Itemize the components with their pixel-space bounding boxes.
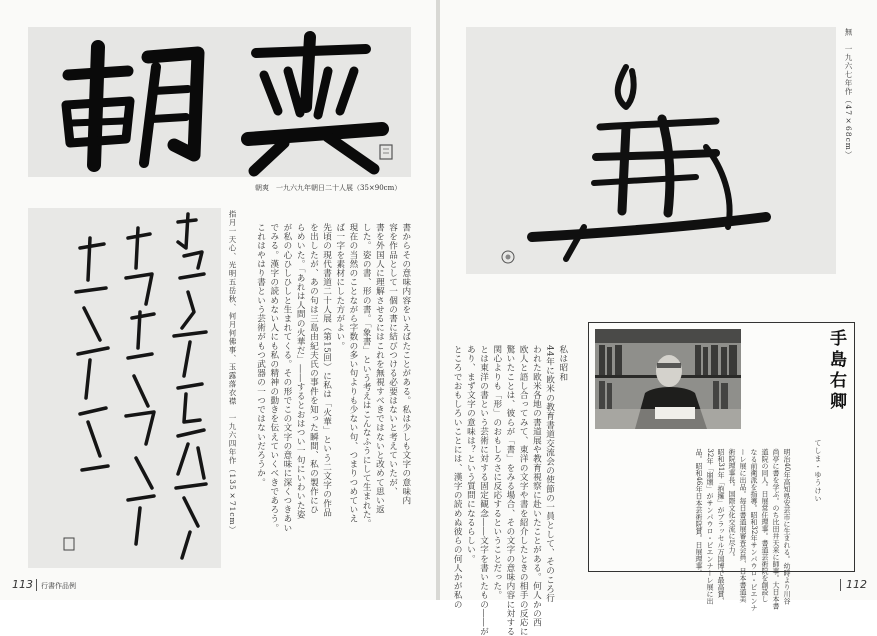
left-essay-text [240,210,425,570]
essay-line: あり、まず文字の意味は？という質問になるらしい。 [465,344,476,564]
essay-line: これはやはり書という芸術がもつ武器の一つではないだろうか。 [255,222,266,487]
bio-line: ーレ展に出品。毎日書道展審査会員、日本書道美 [739,448,747,603]
essay-line: 書を外国人に理解させるにはこれを無視すべきではないと改めて思い返 [374,222,385,515]
mu-calligraphy-artwork [466,27,836,274]
right-essay-text [452,332,582,636]
bio-line: 術院理事長。国際文化交流に尽力。 [728,448,736,561]
artist-portrait [595,329,741,429]
essay-line: でみる。漢字の読めない人にも私の精神の動きを伝えていくべきであろう。 [268,222,279,533]
chokai-calligraphy-artwork [28,27,411,177]
bio-line: 品。昭和46年日本芸術院賞。日展理事。 [695,448,703,577]
gyoshu-calligraphy-image [28,208,221,568]
essay-line: 私は昭和 [557,344,568,382]
artist-profile-box [588,322,855,612]
essay-line: とは東洋の書という芸術に対する固定観念――文字を書いたもの――が [478,344,489,636]
artist-name-reading: てしま・ゆうけい [814,439,822,503]
bio-line: なる前衛派を指導。昭和32年サンパウロ・ビエンナ [750,448,758,612]
essay-line: 書からその意味内容をいえばたことがある。私は少しも文字の意味内 [400,222,411,506]
left-page-number: 113 [12,578,33,591]
bio-line: 尚亭に書を学ぶ。のち比田井天来に師事。大日本書 [772,448,780,610]
mu-calligraphy-image [466,27,836,274]
essay-line: 驚いたことは、彼らが「書」をみる場合、その文字の意味内容に対する [504,344,515,636]
essay-line: した。姿の書、形の書。「象書」という考えはこんなふうにして生まれた。 [361,222,372,529]
left-folio-divider [36,579,37,591]
essay-line: 関心よりも「形」のおもしろさに反応するということだった。 [491,344,502,600]
gyoshu-caption: 指月一天心、光明五岳秋、何月何佛事、玉露落衣襟 一九六四年作（135×71cm） [228,210,237,535]
bio-line: 32年「崩壊」がサンパウロ・ビエンナーレ展に出 [706,448,714,605]
bio-line: 明治40年高知県安芸市に生まれる。幼時より川谷 [783,448,791,605]
essay-line: 容を作品として一個の書に結びつける必要はないと考えていたが、 [387,222,398,496]
artist-biography [597,435,803,612]
essay-line: 欧人と語し合ってみて、東洋の文字や書を紹介したときの相手の反応に [518,344,529,636]
essay-line: を出したが、あの句は三島由紀夫氏の事件を知った瞬間、私の製作にひ [308,222,319,515]
essay-line: 先頃の現代書道二十人展（第15回）に私は「火華」という二文字の作品 [321,222,332,517]
essay-line: が私の心ひしひしと生まれてくる。その形でこの文字の意味に深くつきあい [281,222,292,533]
essay-line: 44年に欧米の教育書道交流会の使節の一員として、そのころ行 [544,344,555,603]
bio-line: 昭和31年「抱擁」がブラッセル万国博で最高賞、 [717,448,725,605]
chokai-calligraphy-image [28,27,411,177]
essay-line: ば一字を素材にした方がよい。 [334,222,345,351]
gyoshu-calligraphy-artwork [28,208,221,568]
right-page-number: 112 [846,578,867,591]
essay-line: らめいた。「あれは人間の火華だ」――するとおはつい一句にいわいた姿 [295,222,306,519]
right-folio-divider [840,579,841,591]
right-page [440,0,877,636]
artist-portrait-photo [595,329,741,429]
bio-line: 道院の同人。日展常任理事。書道芸術院を創設し [761,448,769,603]
mu-caption: 無 一九六七年作（47×68cm） [844,28,853,160]
essay-line: 現在の当然のことながら字数の多い句よりも少ない句、つまりつめていえ [347,222,358,524]
left-page [0,0,436,600]
chokai-caption: 朝爽 一九六九年朝日二十人展（35×90cm） [255,184,402,192]
left-section-label: 行書作品例 [41,582,76,590]
essay-line: われた欧米各地の書道展や教育視察に赴いたことがある。何人かの西 [531,344,542,628]
essay-line: ところでおもしろいことには、漢字の読めぬ彼らの何人かが私の [452,344,463,609]
artist-name: 手島右卿 [826,329,846,413]
